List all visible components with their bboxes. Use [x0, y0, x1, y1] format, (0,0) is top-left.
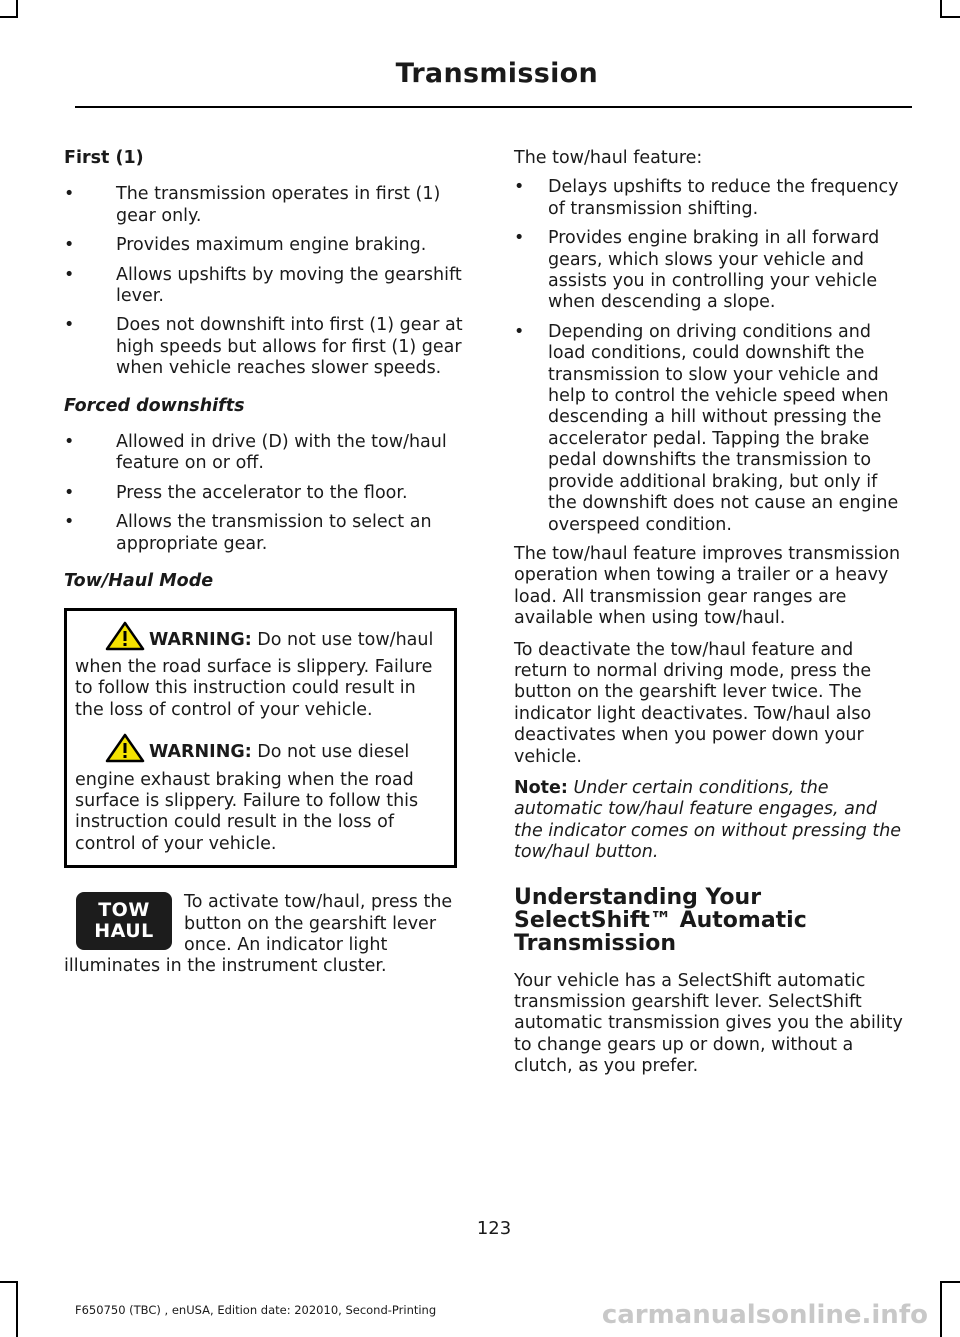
tow-haul-heading: Tow/Haul Mode: [64, 571, 214, 592]
tow-haul-activate: [64, 892, 476, 978]
feature-list: [514, 177, 909, 536]
list-item: • Delays upshifts to reduce the frequency of transmission shifting.: [514, 177, 909, 220]
crop-mark: [942, 1281, 960, 1283]
warning-box: [64, 608, 457, 869]
list-item: • Depending on driving conditions and load conditions, could downshift the transmission to slow your vehicle and help to control the vehicle speed when descending a hill without pressing the accelerator pedal. Tapping the brake pedal downshifts the transmission to provide additional braking, but only if the downshift does not cause an engine overspeed condition.: [514, 322, 909, 536]
crop-mark: [940, 1281, 942, 1337]
section-heading: Understanding Your SelectShift™ Automatic Transmission: [514, 884, 807, 956]
note-label: Note:: [514, 777, 568, 798]
watermark: carmanualsonline.info: [601, 1300, 928, 1330]
tow-haul-icon: [76, 892, 172, 950]
crop-mark: [0, 16, 18, 18]
warning-triangle-icon: [105, 733, 145, 769]
warning-label: WARNING:: [149, 629, 252, 650]
list-item: • Does not downshift into first (1) gear at high speeds but allows for first (1) gear when vehicle reaches slower speeds.: [64, 315, 476, 379]
feature-intro: The tow/haul feature:: [514, 148, 703, 168]
warning-1: [75, 621, 446, 722]
note-text: Under certain conditions, the automatic tow/haul feature engages, and the indicator comes on without pressing the tow/haul button.: [514, 777, 902, 863]
page-number: 123: [476, 1218, 512, 1239]
improves-paragraph: The tow/haul feature improves transmission operation when towing a trailer or a heavy load. All transmission gear ranges are available when using tow/haul.: [514, 543, 901, 629]
note-paragraph: [514, 778, 909, 864]
list-item: • Allows upshifts by moving the gearshift lever.: [64, 265, 476, 308]
left-column: [64, 148, 476, 978]
list-item: • Provides engine braking in all forward gears, which slows your vehicle and assists you in controlling your vehicle when descending a slope.: [514, 228, 909, 314]
tow-haul-icon-line: HAUL: [94, 920, 154, 943]
warning-triangle-icon: [105, 621, 145, 657]
forced-downshifts-heading: Forced downshifts: [64, 395, 245, 416]
warning-text: Do not use diesel engine exhaust braking when the road surface is slippery. Failure to follow this instruction could result in the loss of control of your vehicle.: [75, 742, 419, 854]
deactivate-paragraph: To deactivate the tow/haul feature and return to normal driving mode, press the button on the gearshift lever twice. The indicator light deactivates. Tow/haul also deactivates when you power down your vehicle.: [514, 639, 872, 767]
crop-mark: [16, 1281, 18, 1337]
edition-footer: F650750 (TBC) , enUSA, Edition date: 202010, Second-Printing: [75, 1303, 437, 1317]
forced-list: [64, 432, 476, 555]
first-list: [64, 184, 476, 379]
list-item: • Press the accelerator to the floor.: [64, 483, 476, 504]
warning-2: [75, 733, 446, 855]
right-column: [514, 148, 909, 1088]
list-item: • The transmission operates in first (1) gear only.: [64, 184, 476, 227]
warning-text: Do not use tow/haul when the road surface is slippery. Failure to follow this instruction could result in the loss of control of your vehicle.: [75, 629, 434, 720]
crop-mark: [942, 16, 960, 18]
tow-haul-icon-line: TOW: [98, 899, 150, 922]
header-rule: [75, 106, 912, 108]
list-item: • Allowed in drive (D) with the tow/haul feature on or off.: [64, 432, 476, 475]
activate-text: To activate tow/haul, press the button on the gearshift lever once. An indicator light illuminates in the instrument cluster.: [64, 892, 453, 977]
warning-label: WARNING:: [149, 742, 252, 763]
page-title: Transmission: [395, 58, 598, 89]
list-item: • Provides maximum engine braking.: [64, 235, 476, 256]
first-heading: First (1): [64, 148, 144, 168]
crop-mark: [0, 1281, 18, 1283]
selectshift-paragraph: Your vehicle has a SelectShift automatic transmission gearshift lever. SelectShift automatic transmission gives you the ability to change gears up or down, without a clutch, as you prefer.: [514, 970, 903, 1077]
list-item: • Allows the transmission to select an appropriate gear.: [64, 512, 476, 555]
